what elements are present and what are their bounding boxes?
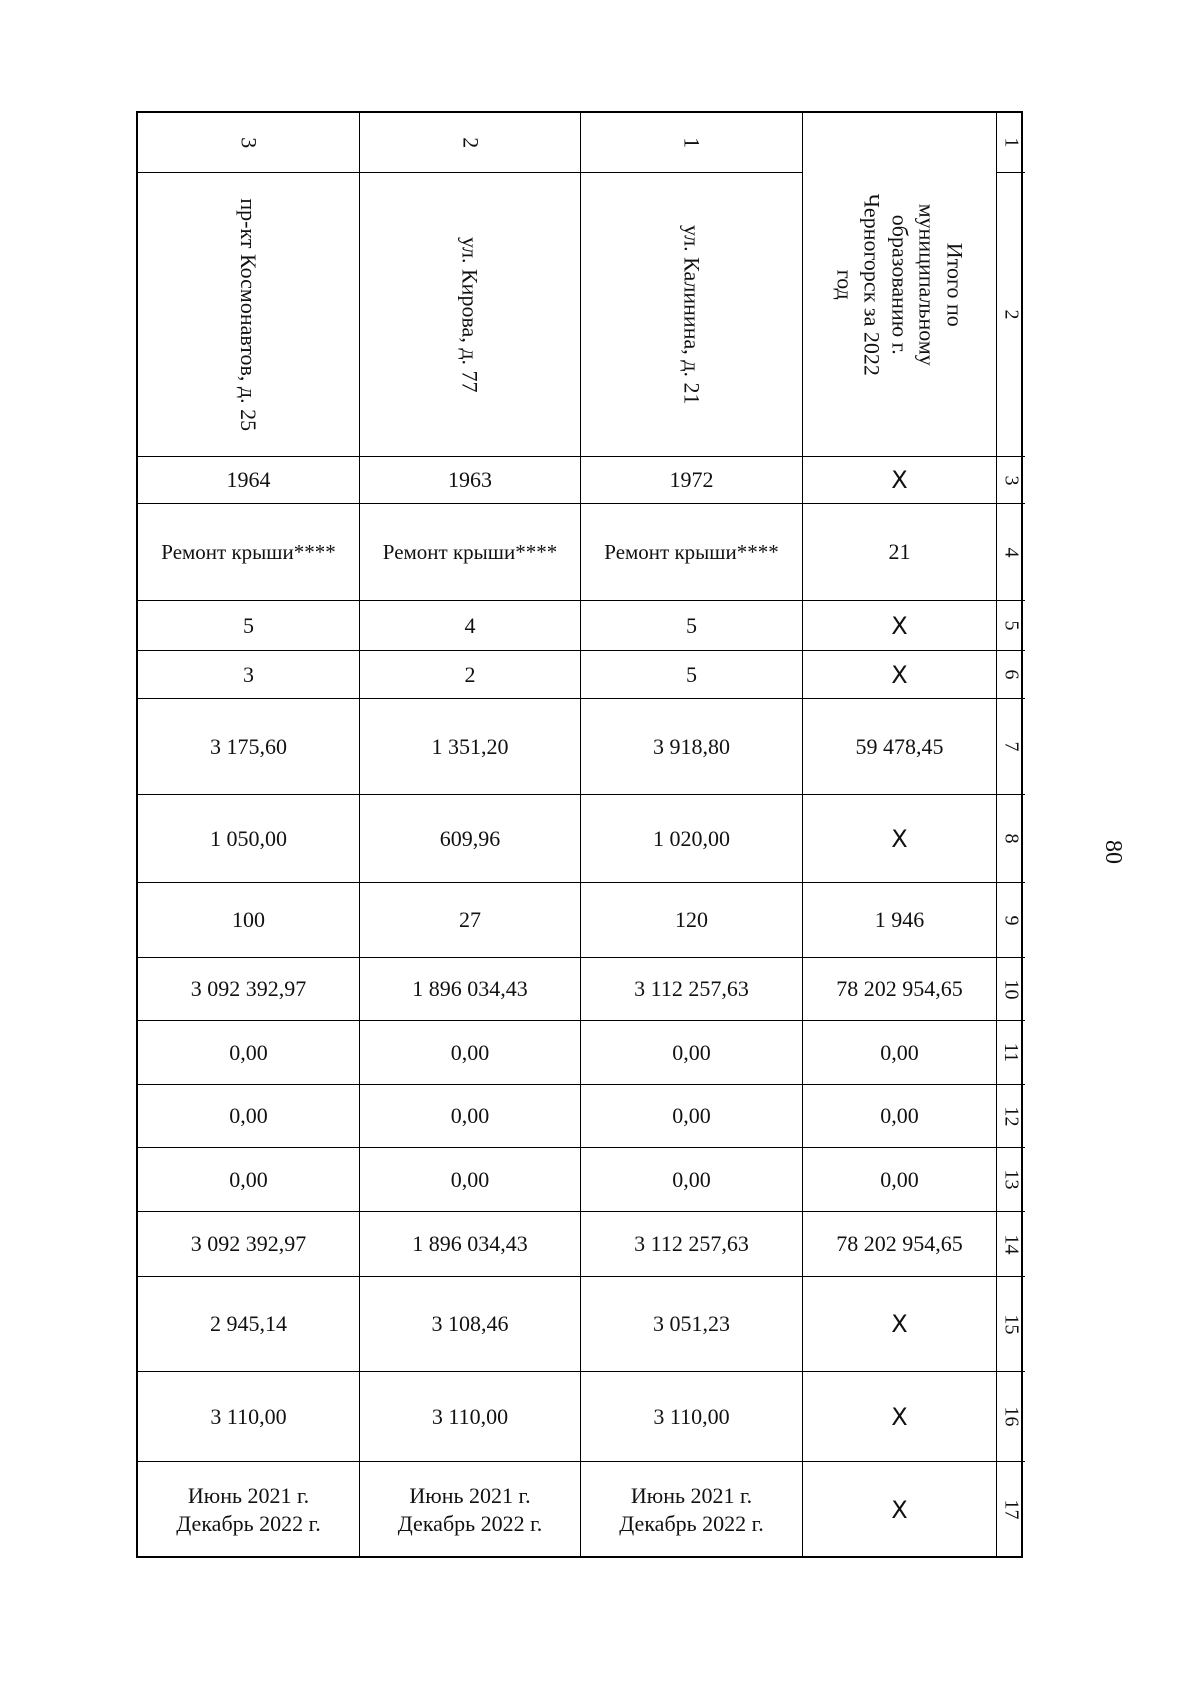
total-c14: 78 202 954,65 xyxy=(803,1212,996,1277)
data-table xyxy=(136,111,1023,1558)
cell-c6: 5 xyxy=(581,651,802,699)
address-cell: ул. Калинина, д. 21 xyxy=(581,173,802,457)
cell-c15: 3 108,46 xyxy=(360,1277,580,1372)
address-cell: пр-кт Космонавтов, д. 25 xyxy=(138,173,359,457)
cell-c10: 3 112 257,63 xyxy=(581,958,802,1021)
total-c6: Х xyxy=(803,651,996,699)
period-cell: Июнь 2021 г. Декабрь 2022 г. xyxy=(176,1483,321,1536)
column-number: 14 xyxy=(997,1212,1025,1277)
column-number: 13 xyxy=(997,1148,1025,1212)
cell-c5: 4 xyxy=(360,601,580,651)
cell-c15: 2 945,14 xyxy=(138,1277,359,1372)
total-column xyxy=(803,113,997,1557)
cell-c5: 5 xyxy=(138,601,359,651)
year-cell: 1963 xyxy=(360,457,580,504)
total-label-cell: Итого по муниципальному образованию г. Черногорск за 2022 год xyxy=(803,113,996,457)
work-type-cell: Ремонт крыши**** xyxy=(138,504,359,601)
column-number: 4 xyxy=(997,504,1025,601)
page-number: 80 xyxy=(1100,840,1127,864)
total-c11: 0,00 xyxy=(803,1021,996,1085)
table-row xyxy=(138,113,360,1557)
cell-c15: 3 051,23 xyxy=(581,1277,802,1372)
total-c12: 0,00 xyxy=(803,1085,996,1148)
cell-c8: 1 050,00 xyxy=(138,795,359,883)
column-number: 11 xyxy=(997,1021,1025,1085)
cell-c11: 0,00 xyxy=(138,1021,359,1085)
table-row xyxy=(581,113,803,1557)
total-c3: Х xyxy=(803,457,996,504)
period-cell: Июнь 2021 г. Декабрь 2022 г. xyxy=(619,1483,764,1536)
column-number: 9 xyxy=(997,883,1025,958)
cell-c7: 3 918,80 xyxy=(581,699,802,795)
cell-c12: 0,00 xyxy=(581,1085,802,1148)
total-c15: Х xyxy=(803,1277,996,1372)
cell-c10: 1 896 034,43 xyxy=(360,958,580,1021)
column-number: 12 xyxy=(997,1085,1025,1148)
column-number: 6 xyxy=(997,651,1025,699)
cell-c9: 27 xyxy=(360,883,580,958)
cell-c14: 1 896 034,43 xyxy=(360,1212,580,1277)
work-type-cell: Ремонт крыши**** xyxy=(581,504,802,601)
column-number: 10 xyxy=(997,958,1025,1021)
cell-c12: 0,00 xyxy=(360,1085,580,1148)
cell-c14: 3 092 392,97 xyxy=(138,1212,359,1277)
cell-c7: 3 175,60 xyxy=(138,699,359,795)
total-c17: Х xyxy=(891,1495,908,1524)
total-c8: Х xyxy=(803,795,996,883)
cell-c16: 3 110,00 xyxy=(360,1372,580,1462)
cell-c8: 609,96 xyxy=(360,795,580,883)
cell-c13: 0,00 xyxy=(581,1148,802,1212)
cell-c13: 0,00 xyxy=(138,1148,359,1212)
total-c10: 78 202 954,65 xyxy=(803,958,996,1021)
cell-c6: 2 xyxy=(360,651,580,699)
cell-c16: 3 110,00 xyxy=(138,1372,359,1462)
row-number: 1 xyxy=(581,113,802,173)
column-number: 15 xyxy=(997,1277,1025,1372)
column-number-strip xyxy=(997,113,1025,1557)
column-number: 5 xyxy=(997,601,1025,651)
period-cell: Июнь 2021 г. Декабрь 2022 г. xyxy=(397,1483,543,1536)
column-number: 16 xyxy=(997,1372,1025,1462)
column-number: 8 xyxy=(997,795,1025,883)
cell-c16: 3 110,00 xyxy=(581,1372,802,1462)
column-number: 7 xyxy=(997,699,1025,795)
year-cell: 1972 xyxy=(581,457,802,504)
column-number: 2 xyxy=(997,173,1025,457)
cell-c11: 0,00 xyxy=(360,1021,580,1085)
total-c13: 0,00 xyxy=(803,1148,996,1212)
column-number: 17 xyxy=(1000,1499,1023,1520)
column-number: 1 xyxy=(997,113,1025,173)
total-c7: 59 478,45 xyxy=(803,699,996,795)
total-c16: Х xyxy=(803,1372,996,1462)
cell-c14: 3 112 257,63 xyxy=(581,1212,802,1277)
cell-c12: 0,00 xyxy=(138,1085,359,1148)
total-c4: 21 xyxy=(803,504,996,601)
address-cell: ул. Кирова, д. 77 xyxy=(360,173,580,457)
cell-c13: 0,00 xyxy=(360,1148,580,1212)
cell-c8: 1 020,00 xyxy=(581,795,802,883)
year-cell: 1964 xyxy=(138,457,359,504)
row-number: 3 xyxy=(138,113,359,173)
cell-c7: 1 351,20 xyxy=(360,699,580,795)
column-number: 3 xyxy=(997,457,1025,504)
cell-c10: 3 092 392,97 xyxy=(138,958,359,1021)
row-number: 2 xyxy=(360,113,580,173)
cell-c5: 5 xyxy=(581,601,802,651)
work-type-cell: Ремонт крыши**** xyxy=(360,504,580,601)
cell-c9: 100 xyxy=(138,883,359,958)
total-c5: Х xyxy=(803,601,996,651)
cell-c6: 3 xyxy=(138,651,359,699)
total-c9: 1 946 xyxy=(803,883,996,958)
cell-c9: 120 xyxy=(581,883,802,958)
cell-c11: 0,00 xyxy=(581,1021,802,1085)
table-row xyxy=(360,113,581,1557)
